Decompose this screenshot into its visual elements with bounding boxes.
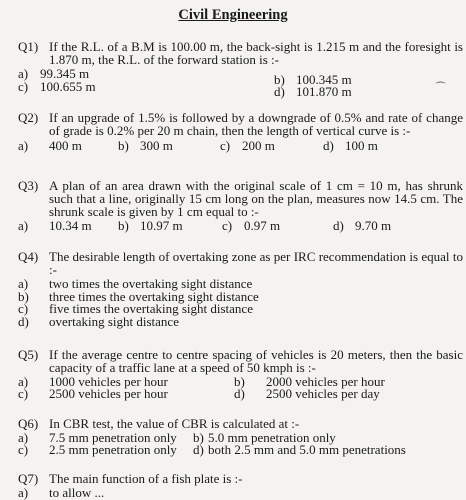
option-d: d) 101.870 m bbox=[274, 84, 352, 99]
question-3 bbox=[18, 179, 463, 233]
question-1 bbox=[18, 39, 463, 99]
option-c: c) 2500 vehicles per hour bbox=[18, 386, 168, 401]
question-text: The desirable length of overtaking zone as per IRC recommendation is equal to :- bbox=[49, 249, 463, 277]
question-number: Q3) bbox=[18, 178, 39, 193]
question-number: Q7) bbox=[18, 471, 39, 486]
question-text: If the average centre to centre spacing of vehicles is 20 meters, then the basic capacity of a traffic lane at a speed of 50 kmph is :- bbox=[49, 347, 463, 375]
question-text: A plan of an area drawn with the original scale of 1 cm = 10 m, has shrunk such that a line, originally 15 cm long on the plan, measures now 14.5 cm. The shrunk scale is given by 1 cm equal to :- bbox=[49, 178, 463, 219]
option-c: c) 100.655 m bbox=[18, 79, 96, 94]
question-text: In CBR test, the value of CBR is calculated at :- bbox=[49, 416, 300, 431]
question-2 bbox=[18, 111, 463, 152]
option-b: b) 100.345 m bbox=[274, 72, 352, 87]
options bbox=[18, 375, 463, 401]
option-c: c) 2.5 mm penetration only bbox=[18, 442, 177, 457]
option-a: a) to allow ... bbox=[18, 485, 105, 500]
option-d: d) 2500 vehicles per day bbox=[234, 386, 380, 401]
question-text: The main function of a fish plate is :- bbox=[49, 471, 243, 486]
option-b: b) three times the overtaking sight distance bbox=[18, 288, 259, 304]
question-6 bbox=[18, 417, 463, 457]
option-d: d) overtaking sight distance bbox=[18, 313, 179, 329]
option-d: d) both 2.5 mm and 5.0 mm penetrations bbox=[193, 442, 406, 457]
question-text: If the R.L. of a B.M is 100.00 m, the back-sight is 1.215 m and the foresight is 1.870 m, the R.L. of the forward station is :- bbox=[49, 39, 463, 67]
option-b: b) 10.97 m bbox=[118, 218, 183, 233]
options bbox=[18, 138, 463, 152]
option-a: a) 7.5 mm penetration only bbox=[18, 430, 177, 445]
option-b: b) 5.0 mm penetration only bbox=[193, 430, 336, 445]
option-d: d) 9.70 m bbox=[333, 218, 392, 233]
question-number: Q6) bbox=[18, 416, 39, 431]
question-number: Q2) bbox=[18, 110, 39, 125]
options bbox=[18, 66, 463, 99]
question-number: Q4) bbox=[18, 249, 39, 264]
option-a: a) two times the overtaking sight distance bbox=[18, 276, 253, 291]
question-4 bbox=[18, 250, 463, 327]
option-b: b) 2000 vehicles per hour bbox=[234, 374, 385, 389]
option-a: a) 400 m bbox=[18, 138, 82, 153]
question-5 bbox=[18, 348, 463, 401]
options bbox=[18, 277, 463, 327]
option-a: a) 99.345 m bbox=[18, 66, 90, 81]
question-7 bbox=[18, 472, 463, 499]
options bbox=[18, 219, 463, 233]
option-c: c) five times the overtaking sight distance bbox=[18, 301, 253, 316]
options bbox=[18, 431, 463, 457]
option-a: a) 1000 vehicles per hour bbox=[18, 374, 168, 389]
question-number: Q1) bbox=[18, 39, 39, 54]
option-d: d) 100 m bbox=[323, 138, 378, 153]
option-c: c) 200 m bbox=[220, 138, 275, 153]
stray-mark-icon: ⁀ bbox=[436, 83, 445, 95]
question-text: If an upgrade of 1.5% is followed by a downgrade of 0.5% and rate of change of grade is 0.2% per 20 m chain, then the length of vertical curve is :- bbox=[49, 110, 463, 138]
options bbox=[18, 486, 463, 499]
option-b: b) 300 m bbox=[118, 138, 173, 153]
question-number: Q5) bbox=[18, 347, 39, 362]
option-c: c) 0.97 m bbox=[222, 218, 281, 233]
option-a: a) 10.34 m bbox=[18, 218, 92, 233]
page-title: Civil Engineering bbox=[178, 7, 288, 23]
